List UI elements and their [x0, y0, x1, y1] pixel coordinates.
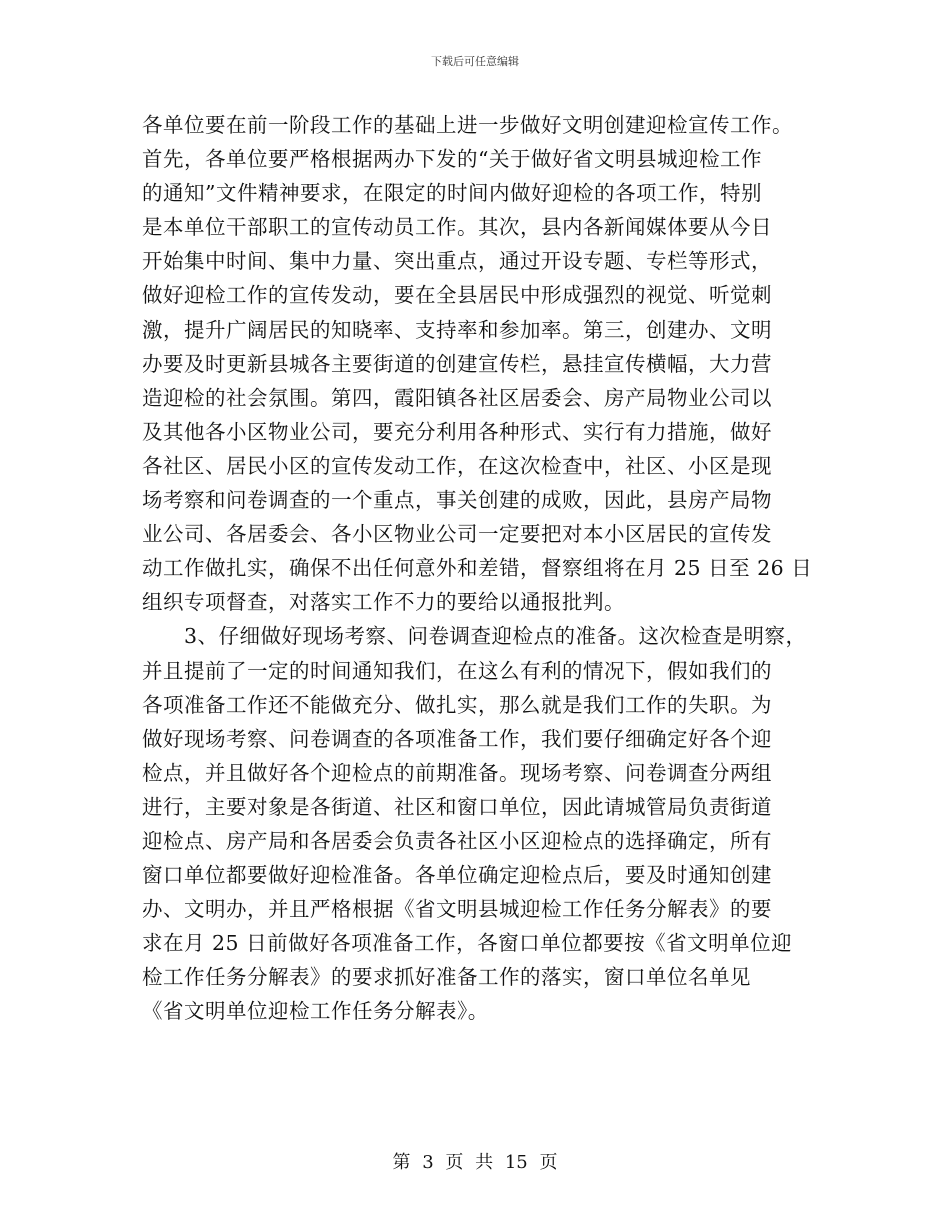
text-line: 办要及时更新县城各主要街道的创建宣传栏，悬挂宣传横幅，大力营 [142, 351, 772, 376]
text-line: 求在月 25 日前做好各项准备工作，各窗口单位都要按《省文明单位迎 [142, 931, 793, 956]
text-line: 《省文明单位迎检工作任务分解表》。 [142, 999, 489, 1024]
text-line: 办、文明办，并且严格根据《省文明县城迎检工作任务分解表》的要 [142, 897, 772, 922]
text-line: 进行，主要对象是各街道、社区和窗口单位，因此请城管局负责街道 [142, 794, 772, 819]
page-footer: 第 3 页 共 15 页 [392, 1152, 558, 1173]
text-line: 窗口单位都要做好迎检准备。各单位确定迎检点后，要及时通知创建 [142, 863, 772, 888]
text-line: 3、仔细做好现场考察、问卷调查迎检点的准备。这次检查是明察， [142, 624, 807, 649]
text-line: 做好迎检工作的宣传发动，要在全县居民中形成强烈的视觉、听觉刺 [142, 283, 772, 308]
text-line: 迎检点、房产局和各居委会负责各社区小区迎检点的选择确定，所有 [142, 828, 772, 853]
text-line: 激，提升广阔居民的知晓率、支持率和参加率。第三，创建办、文明 [142, 317, 772, 342]
text-line: 并且提前了一定的时间通知我们，在这么有利的情况下，假如我们的 [142, 658, 772, 683]
text-line: 检点，并且做好各个迎检点的前期准备。现场考察、问卷调查分两组 [142, 760, 772, 785]
text-line: 造迎检的社会氛围。第四，霞阳镇各社区居委会、房产局物业公司以 [142, 385, 772, 410]
page-header: 下载后可任意编辑 [431, 55, 519, 68]
text-line: 各单位要在前一阶段工作的基础上进一步做好文明创建迎检宣传工作。 [142, 113, 793, 137]
text-line: 首先，各单位要严格根据两办下发的“关于做好省文明县城迎检工作 [142, 147, 762, 172]
text-line: 及其他各小区物业公司，要充分利用各种形式、实行有力措施，做好 [142, 419, 772, 444]
text-line: 场考察和问卷调查的一个重点，事关创建的成败，因此，县房产局物 [142, 488, 772, 513]
text-line: 的通知”文件精神要求，在限定的时间内做好迎检的各项工作，特别 [142, 181, 762, 206]
text-line: 检工作任务分解表》的要求抓好准备工作的落实，窗口单位名单见 [142, 965, 751, 990]
text-line: 各社区、居民小区的宣传发动工作，在这次检查中，社区、小区是现 [142, 453, 772, 478]
text-line: 各项准备工作还不能做充分、做扎实，那么就是我们工作的失职。为 [142, 692, 772, 717]
document-body [142, 108, 832, 1029]
text-line: 做好现场考察、问卷调查的各项准备工作，我们要仔细确定好各个迎 [142, 726, 772, 751]
text-line: 开始集中时间、集中力量、突出重点，通过开设专题、专栏等形式， [142, 249, 772, 274]
text-line: 业公司、各居委会、各小区物业公司一定要把对本小区居民的宣传发 [142, 522, 772, 547]
text-line: 是本单位干部职工的宣传动员工作。其次，县内各新闻媒体要从今日 [142, 215, 772, 240]
text-line: 组织专项督查，对落实工作不力的要给以通报批判。 [142, 590, 625, 615]
text-line: 动工作做扎实，确保不出任何意外和差错，督察组将在月 25 日至 26 日 [142, 556, 813, 581]
